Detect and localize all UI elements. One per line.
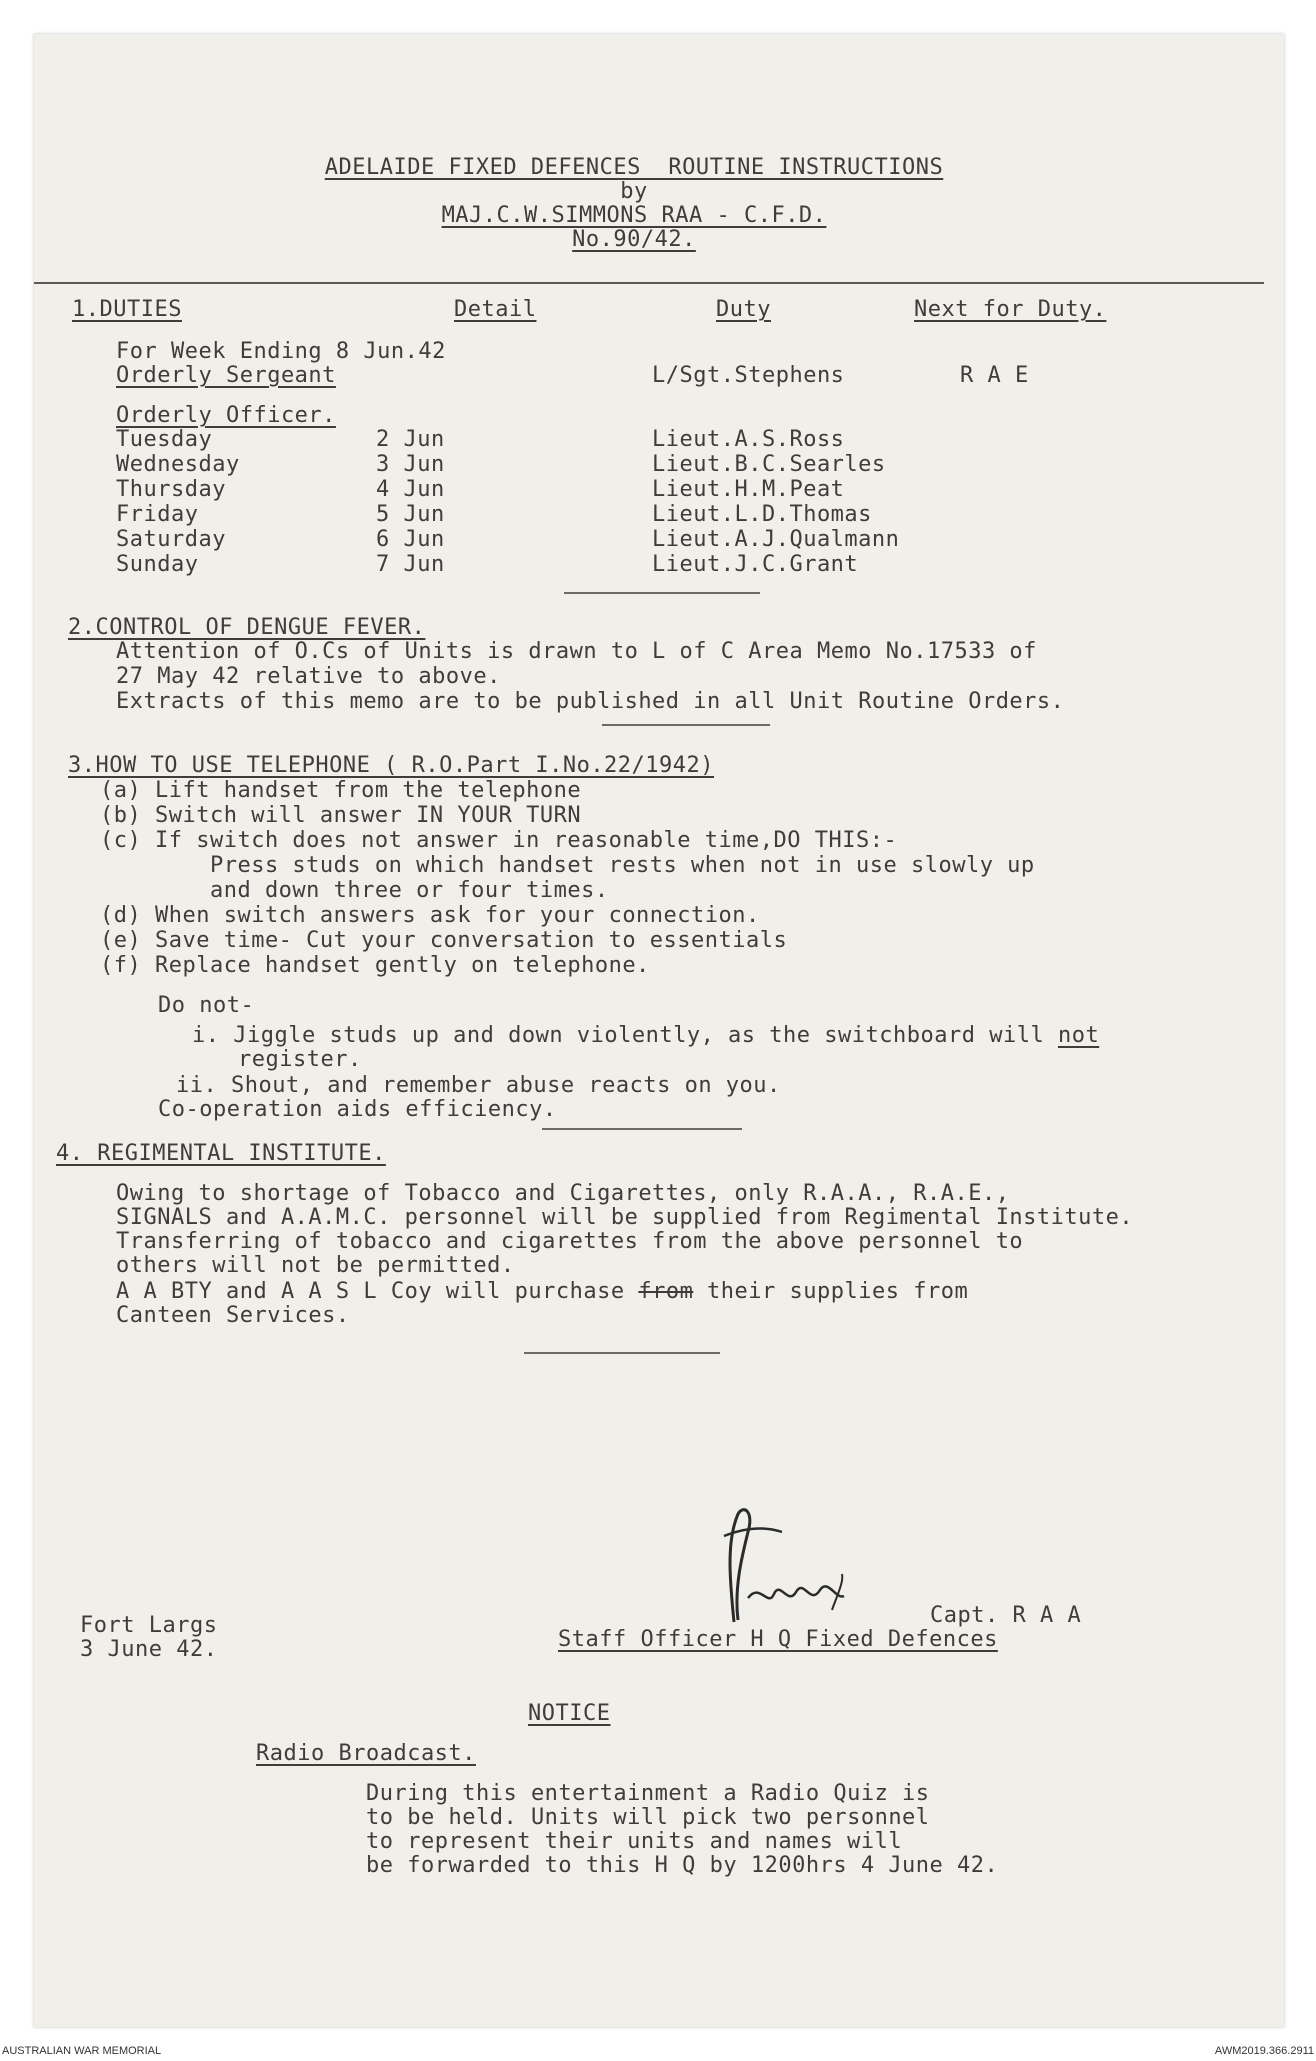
telephone-line: (e) Save time- Cut your conversation to essentials xyxy=(100,928,788,953)
institute-line-end: their supplies from xyxy=(693,1279,969,1304)
duties-col-detail: Detail xyxy=(454,297,537,322)
document-number: No.90/42. xyxy=(572,227,696,252)
institute-line xyxy=(116,1280,968,1304)
signoff-date: 3 June 42. xyxy=(80,1637,218,1662)
institute-line-text: A A BTY and A A S L Coy will purchase xyxy=(116,1279,639,1304)
dengue-line: Extracts of this memo are to be published in all Unit Routine Orders. xyxy=(116,689,1065,714)
duties-week: For Week Ending 8 Jun.42 xyxy=(116,339,446,364)
telephone-coop: Co-operation aids efficiency. xyxy=(158,1097,557,1122)
duty-row-date: 7 Jun xyxy=(376,552,445,577)
telephone-item-i xyxy=(192,1024,1099,1048)
footer-accession: AWM2019.366.2911 xyxy=(1214,2045,1314,2057)
institute-line: Transferring of tobacco and cigarettes from the above personnel to xyxy=(116,1229,1024,1254)
duty-row-date: 6 Jun xyxy=(376,527,445,552)
institute-struck-word: from xyxy=(638,1279,694,1304)
duty-row-day: Friday xyxy=(116,502,199,527)
section-divider xyxy=(524,1352,720,1354)
duties-col-next: Next for Duty. xyxy=(914,297,1107,322)
notice-subheading: Radio Broadcast. xyxy=(256,1741,476,1766)
section-divider xyxy=(602,724,770,726)
institute-line: SIGNALS and A.A.M.C. personnel will be supplied from Regimental Institute. xyxy=(116,1205,1134,1230)
telephone-line: (d) When switch answers ask for your connection. xyxy=(100,903,760,928)
document-title: ADELAIDE FIXED DEFENCES ROUTINE INSTRUCTIONS xyxy=(324,155,944,180)
notice-line: to be held. Units will pick two personnel xyxy=(366,1805,930,1830)
signoff-title: Staff Officer H Q Fixed Defences xyxy=(558,1627,998,1652)
duty-row-name: Lieut.A.J.Qualmann xyxy=(652,527,900,552)
duty-row-date: 4 Jun xyxy=(376,477,445,502)
duty-row-name: Lieut.J.C.Grant xyxy=(652,552,859,577)
telephone-item-i-text: i. Jiggle studs up and down violently, as the switchboard will xyxy=(192,1023,1058,1048)
duties-sergeant-name: L/Sgt.Stephens xyxy=(652,363,845,388)
dengue-line: Attention of O.Cs of Units is drawn to L of C Area Memo No.17533 of xyxy=(116,639,1037,664)
document-page xyxy=(34,34,1284,2027)
notice-line: to represent their units and names will xyxy=(366,1829,903,1854)
duties-officer-label: Orderly Officer. xyxy=(116,403,336,428)
telephone-item-ii: ii. Shout, and remember abuse reacts on you. xyxy=(176,1073,781,1098)
duties-sergeant-next: R A E xyxy=(960,363,1029,388)
duty-row-day: Tuesday xyxy=(116,427,213,452)
institute-line: Owing to shortage of Tobacco and Cigarettes, only R.A.A., R.A.E., xyxy=(116,1181,1010,1206)
header-rule xyxy=(34,282,1264,284)
notice-heading: NOTICE xyxy=(528,1701,611,1726)
telephone-do-not: Do not- xyxy=(158,993,255,1018)
telephone-line: (f) Replace handset gently on telephone. xyxy=(100,953,650,978)
dengue-heading: 2.CONTROL OF DENGUE FEVER. xyxy=(68,615,426,640)
duty-row-day: Sunday xyxy=(116,552,199,577)
dengue-line: 27 May 42 relative to above. xyxy=(116,664,501,689)
section-divider xyxy=(542,1128,742,1130)
duty-row-day: Wednesday xyxy=(116,452,240,477)
duty-row-name: Lieut.L.D.Thomas xyxy=(652,502,872,527)
notice-line: be forwarded to this H Q by 1200hrs 4 June 42. xyxy=(366,1853,999,1878)
duties-heading: 1.DUTIES xyxy=(72,297,182,322)
duty-row-name: Lieut.B.C.Searles xyxy=(652,452,886,477)
duty-row-day: Saturday xyxy=(116,527,226,552)
duties-sergeant-label: Orderly Sergeant xyxy=(116,363,336,388)
duty-row-name: Lieut.H.M.Peat xyxy=(652,477,845,502)
document-by: by xyxy=(620,179,648,204)
institute-line: others will not be permitted. xyxy=(116,1253,515,1278)
duty-row-date: 3 Jun xyxy=(376,452,445,477)
telephone-item-i-not: not xyxy=(1057,1023,1100,1048)
telephone-line: (b) Switch will answer IN YOUR TURN xyxy=(100,803,582,828)
document-author: MAJ.C.W.SIMMONS RAA - C.F.D. xyxy=(441,203,827,228)
duty-row-date: 2 Jun xyxy=(376,427,445,452)
notice-line: During this entertainment a Radio Quiz is xyxy=(366,1781,930,1806)
duties-col-duty: Duty xyxy=(716,297,771,322)
signature-image xyxy=(704,1502,894,1632)
telephone-line: and down three or four times. xyxy=(100,878,609,903)
institute-heading: 4. REGIMENTAL INSTITUTE. xyxy=(56,1141,386,1166)
duty-row-day: Thursday xyxy=(116,477,226,502)
institute-line: Canteen Services. xyxy=(116,1303,350,1328)
telephone-line: Press studs on which handset rests when not in use slowly up xyxy=(100,853,1035,878)
section-divider xyxy=(564,592,760,594)
telephone-line: (a) Lift handset from the telephone xyxy=(100,778,582,803)
telephone-line: (c) If switch does not answer in reasonable time,DO THIS:- xyxy=(100,828,898,853)
footer-source: AUSTRALIAN WAR MEMORIAL xyxy=(2,2045,162,2057)
telephone-item-i-cont: register. xyxy=(238,1047,362,1072)
duty-row-name: Lieut.A.S.Ross xyxy=(652,427,845,452)
duty-row-date: 5 Jun xyxy=(376,502,445,527)
signoff-rank: Capt. R A A xyxy=(930,1603,1082,1628)
telephone-heading: 3.HOW TO USE TELEPHONE ( R.O.Part I.No.22/1942) xyxy=(68,753,715,778)
signoff-place: Fort Largs xyxy=(80,1613,218,1638)
